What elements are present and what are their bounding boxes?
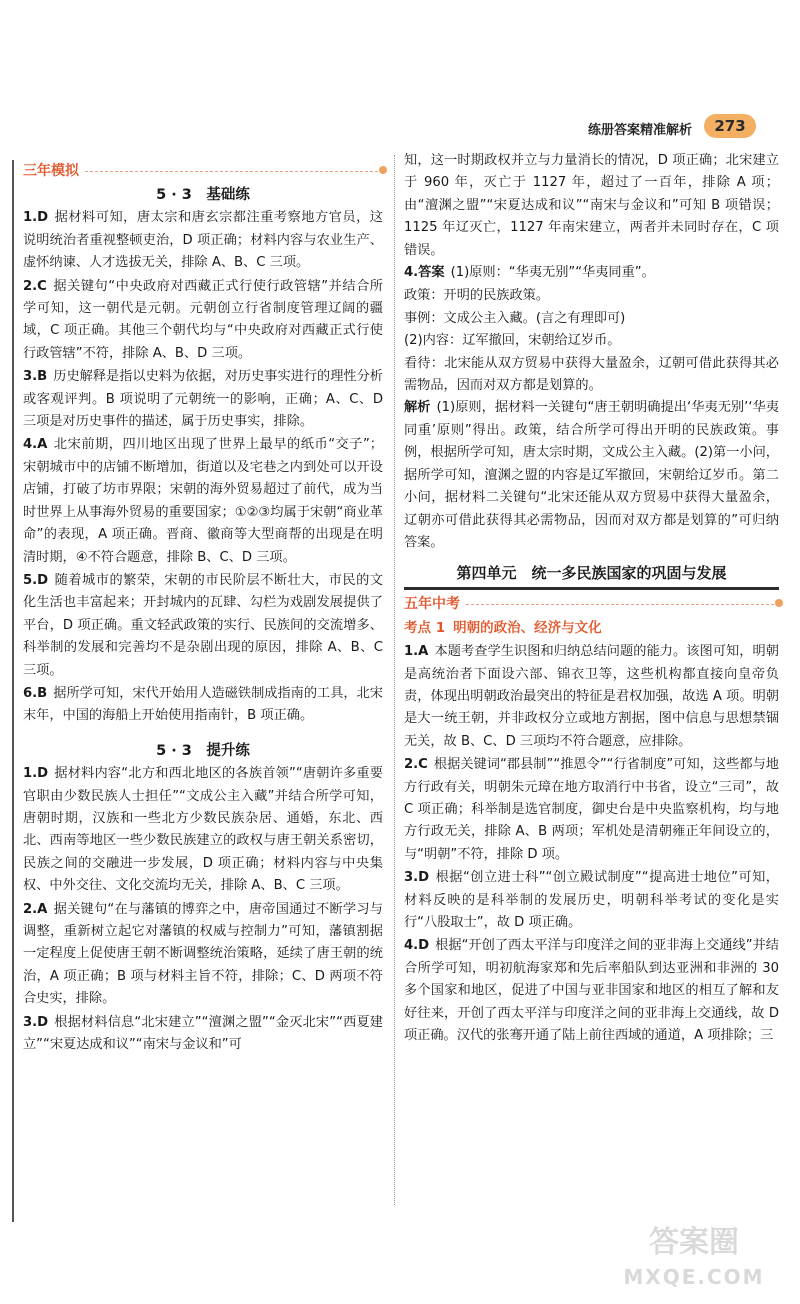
watermark-main: 答案圈	[649, 1225, 739, 1260]
watermark-sub: MXQE.COM	[623, 1265, 765, 1289]
answer-item: 1.D 据材料内容“北方和西北地区的各族首领”“唐朝许多重要官职由少数民族人士担任”“文成公主入藏”并结合所学可知，唐朝时期，汉族和一些北方少数民族杂居、通婚，东北、西北、西南等地区一些少数民族建立的政权与唐王朝关系密切，民族之间的交融进一步发展，D 项正确；材料内容与中央集权、中外交往、文化交流均无关，排除 A、B、C 三项。	[23, 766, 383, 894]
answer-item-q4: 4.答案 (1)原则：“华夷无别”“华夷同重”。	[404, 265, 655, 281]
answer-item: 3.D 根据材料信息“北宋建立”“澶渊之盟”“金灭北宋”“西夏建立”“宋夏达成和议”“南宋与金议和”可	[23, 1014, 383, 1053]
left-margin-bar	[12, 160, 14, 1222]
topic-heading: 考点 1 明朝的政治、经济与文化	[404, 619, 602, 636]
header-title: 练册答案精准解析	[588, 123, 693, 138]
continued-answer: 知，这一时期政权并立与力量消长的情况，D 项正确；北宋建立于 960 年，灭亡于 1127 年，超过了一百年，排除 A 项；由“澶渊之盟”“宋夏达成和议”“南宋与金议和”可知 B 项错误；1125 年辽灭亡，1127 年南宋建立，两者并未同时存在，C 项错误。	[404, 153, 779, 258]
answer-line: (2)内容：辽军撤回，宋朝给辽岁币。	[404, 333, 621, 349]
unit-divider	[404, 587, 779, 590]
answer-item: 2.C 根据关键词“郡县制”“推恩令”“行省制度”可知，这些都与地方行政有关，明朝朱元璋在地方取消行中书省，设立“三司”，故 C 项正确；科举制是选官制度，御史台是中央监察机构，均与地方行政无关，排除 A、B 两项；军机处是清朝雍正年间设立的，与“明朝”不符，排除 D 项。	[404, 757, 779, 862]
answer-line: 政策：开明的民族政策。	[404, 288, 550, 304]
answer-item: 5.D 随着城市的繁荣，宋朝的市民阶层不断壮大，市民的文化生活也丰富起来；开封城内的瓦肆、勾栏为戏剧发展提供了平台，D 项正确。重文轻武政策的实行、民族间的交流增多、科举制的发展和完善均不是杂剧出现的原因，排除 A、B、C 三项。	[23, 572, 383, 678]
answer-item: 1.A 本题考查学生识图和归纳总结问题的能力。该图可知，明朝是高统治者下面设六部、锦衣卫等，这些机构都直接向皇帝负责，体现出明朝政治最突出的特征是君权加强，故选 A 项。明朝是大一统王朝，并非政权分立或地方割据，图中信息与思想禁锢无关，故 B、C、D 三项均不符合题意，应排除。	[404, 644, 779, 749]
section-tag-label: 三年模拟	[23, 163, 79, 179]
section-tag-five-year	[404, 593, 779, 615]
answer-item: 1.D 据材料可知，唐太宗和唐玄宗都注重考察地方官员，这说明统治者重视整顿吏治，D 项正确；材料内容与农业生产、虚怀纳谏、人才选拔无关，排除 A、B、C 三项。	[23, 210, 383, 271]
answer-item: 2.A 据关键句“在与藩镇的博弈之中，唐帝国通过不断学习与调整，重新树立起它对藩镇的权威与控制力”可知，藩镇割据一定程度上促使唐王朝不断调整统治策略，延续了唐王朝的统治，A 项正确；B 项与材料主旨不符，排除；C、D 两项不符合史实，排除。	[23, 901, 383, 1007]
column-divider	[394, 155, 395, 1205]
answer-item: 2.C 据关键句“中央政府对西藏正式行使行政管辖”并结合所学可知，这一朝代是元朝。元朝创立行省制度管理辽阔的疆域，C 项正确。其他三个朝代均与“中央政府对西藏正式行使行政管辖”不符，排除 A、B、D 三项。	[23, 278, 383, 361]
subheading-basic: 5 · 3 基础练	[156, 187, 250, 203]
section-tag-three-year	[23, 160, 383, 182]
answer-item: 3.D 根据“创立进士科”“创立殿试制度”“提高进士地位”可知，材料反映的是科举制的发展历史，明朝科举考试的变化是实行“八股取士”，故 D 项正确。	[404, 870, 779, 930]
answer-line: 看待：北宋能从双方贸易中获得大量盈余，辽朝可借此获得其必需物品，因而对双方都是划算的。	[404, 355, 779, 394]
answer-item: 4.D 根据“开创了西太平洋与印度洋之间的亚非海上交通线”并结合所学可知，明初航海家郑和先后率船队到达亚洲和非洲的 30 多个国家和地区，促进了中国与亚非国家和地区的相互了解和友好往来，开创了西太平洋与印度洋之间的亚非海上交通线，故 D 项正确。汉代的张骞开通了陆上前往西域的通道，A 项排除；三	[404, 938, 779, 1044]
unit-title: 第四单元 统一多民族国家的巩固与发展	[456, 564, 727, 583]
answer-item: 4.A 北宋前期，四川地区出现了世界上最早的纸币“交子”；宋朝城市中的店铺不断增加，街道以及宅巷之内到处可以开设店铺，打破了坊市界限；宋朝的海外贸易超过了前代，成为当时世界上从事海外贸易的重要国家；①②③均属于宋朝“商业革命”的表现，A 项正确。晋商、徽商等大型商帮的出现是在明清时期，④不符合题意，排除 B、C、D 三项。	[23, 437, 383, 565]
section-dot-icon	[775, 599, 783, 607]
right-column	[404, 150, 779, 1048]
watermark-logo	[604, 1226, 784, 1296]
answer-line: 事例：文成公主入藏。(言之有理即可)	[404, 310, 626, 326]
answer-item: 6.B 据所学可知，宋代开始用人造磁铁制成指南的工具，北宋末年，中国的海船上开始使用指南针，B 项正确。	[23, 685, 383, 724]
left-column	[23, 160, 383, 1057]
page-number-badge: 273	[704, 114, 756, 138]
section-tag-label: 五年中考	[404, 595, 460, 612]
answer-item: 3.B 历史解释是指以史料为依据，对历史事实进行的理性分析或客观评判。B 项说明了元朝统一的影响，正确；A、C、D 三项是对历史事件的描述，属于历史事实，排除。	[23, 369, 383, 430]
section-dot-icon	[379, 166, 387, 174]
subheading-advanced: 5 · 3 提升练	[156, 742, 250, 759]
analysis-block: 解析 (1)原则，据材料一关键句“唐王朝明确提出‘华夷无别’‘华夷同重’原则”得出。政策，结合所学可得出开明的民族政策。事例，根据所学可知，唐太宗时期，文成公主入藏。(2)第一小问，据所学可知，澶渊之盟的内容是辽军撤回，宋朝给辽岁币。第二小问，据材料二关键句“北宋还能从双方贸易中获得大量盈余，辽朝亦可借此获得其必需物品，因而对双方都是划算的”可归纳答案。	[404, 400, 779, 550]
